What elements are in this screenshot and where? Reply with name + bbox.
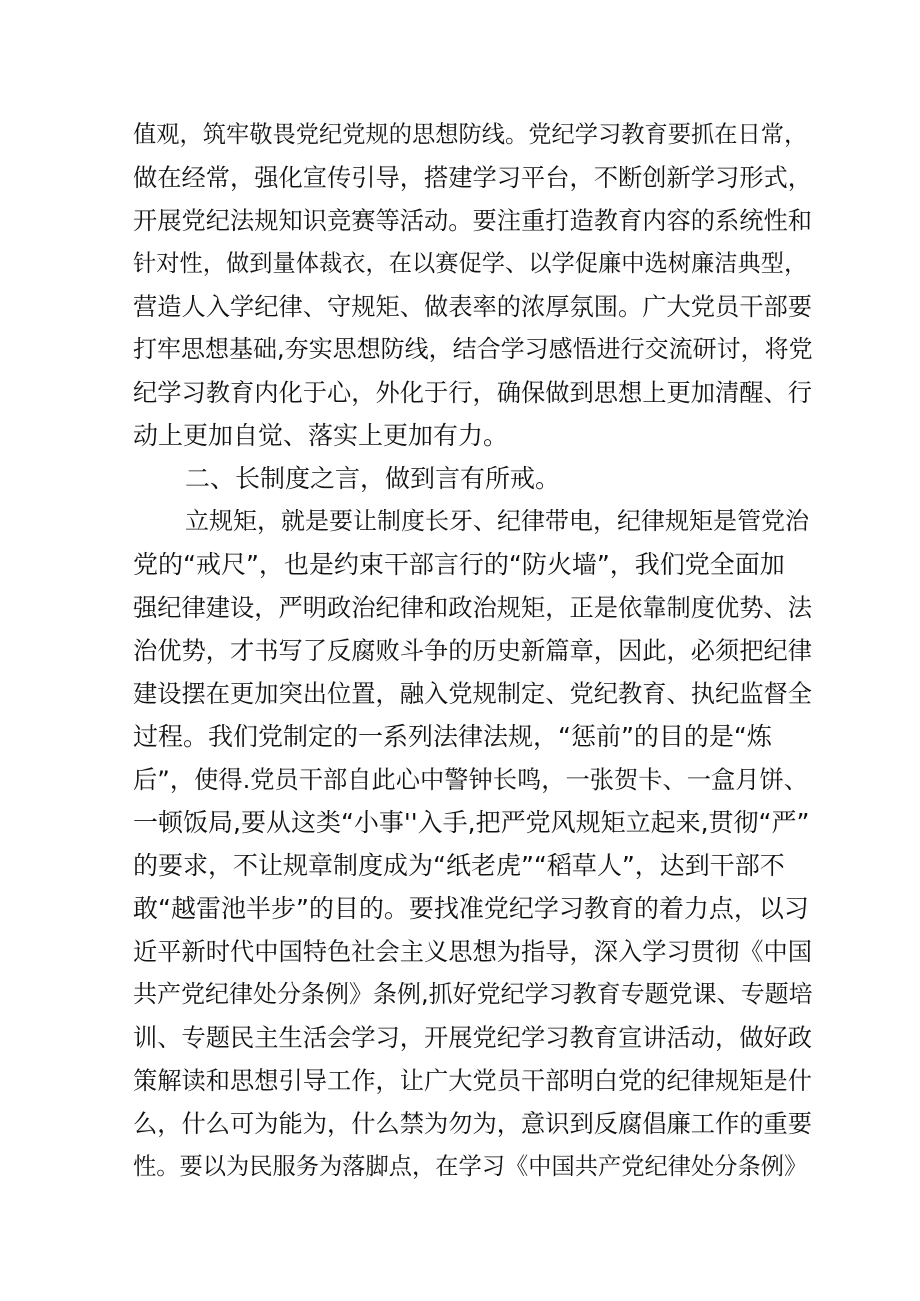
text-line: 针对性，做到量体裁衣，在以赛促学、以学促廉中选树廉洁典型， (133, 250, 808, 277)
text-line: 营造人入学纪律、守规矩、做表率的浓厚氛围。广大党员干部要 (133, 292, 813, 321)
text-line: 过程。我们党制定的一系列法律法规，“惩前”的目的是“炼 (133, 722, 772, 751)
text-line: 打牢思想基础,夯实思想防线，结合学习感悟进行交流研讨，将党 (133, 335, 813, 363)
text-line: 纪学习教育内化于心，外化于行，确保做到思想上更加清醒、行 (133, 378, 813, 407)
text-line: 强纪律建设，严明政治纪律和政治规矩，正是依靠制度优势、法 (133, 593, 813, 622)
text-line: 后”，使得.党员干部自此心中警钟长鸣，一张贺卡、一盒月饼、 (133, 765, 809, 794)
body-text (133, 113, 813, 1188)
text-line: 党的“戒尺”，也是约束干部言行的“防火墙”，我们党全面加 (133, 550, 785, 579)
text-line: 性。要以为民服务为落脚点，在学习《中国共产党纪律处分条例》 (133, 1153, 808, 1180)
text-line: 近平新时代中国特色社会主义思想为指导，深入学习贯彻《中国 (133, 937, 813, 966)
section-heading: 二、长制度之言，做到言有所戒。 (185, 464, 561, 493)
text-line: 治优势，才书写了反腐败斗争的历史新篇章，因此，必须把纪律 (133, 636, 813, 665)
text-line: 训、专题民主生活会学习，开展党纪学习教育宣讲活动，做好政 (133, 1023, 813, 1052)
text-line: 值观，筑牢敬畏党纪党规的思想防线。党纪学习教育要抓在日常， (133, 121, 808, 148)
text-line: 么，什么可为能为，什么禁为勿为，意识到反腐倡廉工作的重要 (133, 1109, 813, 1138)
text-line: 的要求，不让规章制度成为“纸老虎”“稻草人”，达到干部不 (133, 851, 785, 880)
text-line: 建设摆在更加突出位置，融入党规制定、党纪教育、执纪监督全 (133, 679, 813, 708)
text-line: 做在经常，强化宣传引导，搭建学习平台，不断创新学习形式， (133, 163, 813, 192)
text-line: 敢“越雷池半步”的目的。要找准党纪学习教育的着力点，以习 (133, 894, 809, 923)
text-line: 一顿饭局,要从这类“小事''入手,把严党风规矩立起来,贯彻“严” (133, 808, 810, 837)
text-line: 立规矩，就是要让制度长牙、纪律带电，纪律规矩是管党治 (185, 507, 809, 535)
text-line: 策解读和思想引导工作，让广大党员干部明白党的纪律规矩是什 (133, 1066, 813, 1095)
text-line: 开展党纪法规知识竞赛等活动。要注重打造教育内容的系统性和 (133, 206, 813, 235)
text-line: 动上更加自觉、落实上更加有力。 (133, 421, 509, 450)
text-line: 共产党纪律处分条例》条例,抓好党纪学习教育专题党课、专题培 (133, 980, 813, 1008)
